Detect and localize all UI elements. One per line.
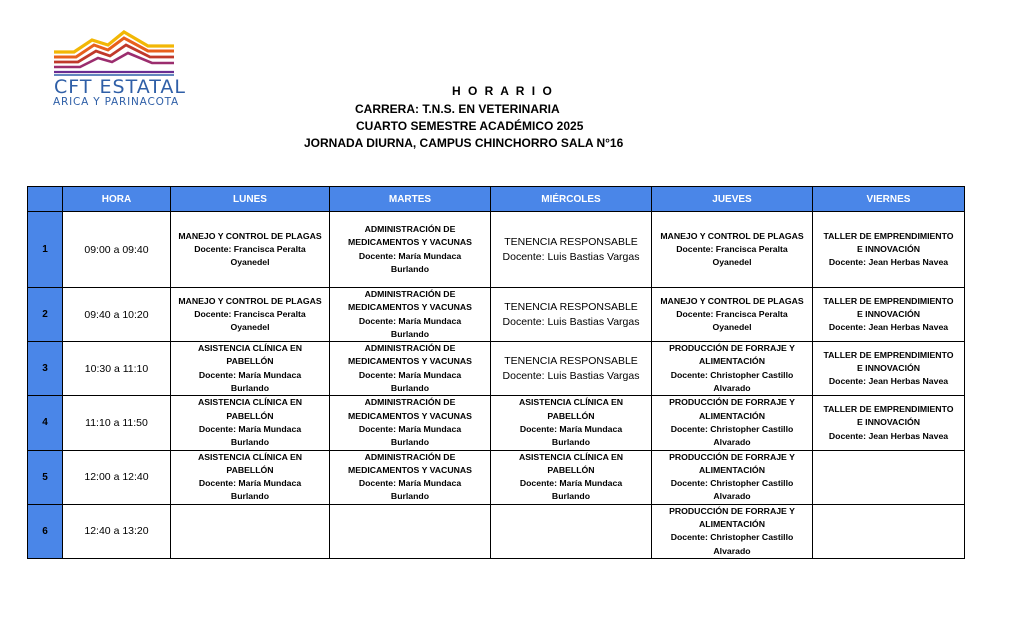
header-career: CARRERA: T.N.S. EN VETERINARIA xyxy=(355,102,560,116)
course-detail: Oyanedel xyxy=(230,257,270,268)
course-name: MANEJO Y CONTROL DE PLAGAS xyxy=(178,230,322,241)
class-cell-lunes xyxy=(171,504,330,558)
course-detail: Docente: Jean Herbas Navea xyxy=(828,376,949,387)
course-name: ASISTENCIA CLÍNICA EN xyxy=(518,451,624,462)
course-detail: ALIMENTACIÓN xyxy=(699,464,765,475)
class-cell-miercoles xyxy=(491,450,652,504)
course-detail: Docente: María Mundaca xyxy=(358,478,462,489)
course-name: ASISTENCIA CLÍNICA EN xyxy=(197,451,303,462)
course-detail: MEDICAMENTOS Y VACUNAS xyxy=(348,464,472,475)
column-header-viernes: VIERNES xyxy=(813,187,965,212)
class-cell-miercoles xyxy=(491,212,652,288)
time-slot: 11:10 a 11:50 xyxy=(63,396,171,450)
course-detail: E INNOVACIÓN xyxy=(856,363,921,374)
course-name: MANEJO Y CONTROL DE PLAGAS xyxy=(660,230,804,241)
course-detail: E INNOVACIÓN xyxy=(856,308,921,319)
table-row xyxy=(28,450,965,504)
column-header-martes: MARTES xyxy=(330,187,491,212)
course-name: MANEJO Y CONTROL DE PLAGAS xyxy=(178,295,322,306)
course-detail: Docente: Christopher Castillo xyxy=(670,423,794,434)
course-detail: Docente: María Mundaca xyxy=(519,478,623,489)
course-detail: Alvarado xyxy=(713,437,751,448)
course-detail: Burlando xyxy=(390,263,430,274)
schedule-table xyxy=(27,186,965,559)
course-detail: PABELLÓN xyxy=(547,464,595,475)
time-slot: 09:40 a 10:20 xyxy=(63,288,171,342)
course-detail: Docente: Jean Herbas Navea xyxy=(828,430,949,441)
class-cell-lunes xyxy=(171,450,330,504)
course-detail: Docente: Christopher Castillo xyxy=(670,532,794,543)
row-number: 4 xyxy=(28,396,63,450)
course-name: ADMINISTRACIÓN DE xyxy=(364,223,456,234)
time-slot: 12:00 a 12:40 xyxy=(63,450,171,504)
class-cell-viernes xyxy=(813,288,965,342)
course-name: PRODUCCIÓN DE FORRAJE Y xyxy=(669,397,795,408)
class-cell-lunes xyxy=(171,288,330,342)
class-cell-martes xyxy=(330,504,491,558)
course-name: PRODUCCIÓN DE FORRAJE Y xyxy=(669,505,795,516)
course-detail: Burlando xyxy=(390,491,430,502)
course-name: TENENCIA RESPONSABLE xyxy=(504,235,638,248)
column-header-number xyxy=(28,187,63,212)
course-detail: ALIMENTACIÓN xyxy=(699,519,765,530)
course-detail: Oyanedel xyxy=(712,322,752,333)
course-detail: Docente: Francisca Peralta xyxy=(194,308,306,319)
course-detail: Oyanedel xyxy=(712,257,752,268)
course-name: TALLER DE EMPRENDIMIENTO xyxy=(823,349,954,360)
course-detail: Docente: Christopher Castillo xyxy=(670,369,794,380)
course-detail: MEDICAMENTOS Y VACUNAS xyxy=(348,356,472,367)
course-detail: Docente: María Mundaca xyxy=(358,315,462,326)
course-detail: E INNOVACIÓN xyxy=(856,417,921,428)
course-detail: Burlando xyxy=(230,491,270,502)
class-cell-lunes xyxy=(171,212,330,288)
course-detail: Docente: Francisca Peralta xyxy=(676,243,788,254)
course-detail: Docente: María Mundaca xyxy=(198,423,302,434)
course-name: ASISTENCIA CLÍNICA EN xyxy=(197,343,303,354)
course-detail: Alvarado xyxy=(713,545,751,556)
course-name: ASISTENCIA CLÍNICA EN xyxy=(197,397,303,408)
course-detail: PABELLÓN xyxy=(226,464,274,475)
class-cell-miercoles xyxy=(491,396,652,450)
course-detail: PABELLÓN xyxy=(547,410,595,421)
class-cell-viernes xyxy=(813,504,965,558)
time-slot: 10:30 a 11:10 xyxy=(63,342,171,396)
course-name: MANEJO Y CONTROL DE PLAGAS xyxy=(660,295,804,306)
class-cell-lunes xyxy=(171,342,330,396)
course-detail: Docente: Luis Bastias Vargas xyxy=(502,315,640,328)
class-cell-viernes xyxy=(813,212,965,288)
table-row xyxy=(28,504,965,558)
class-cell-viernes xyxy=(813,450,965,504)
course-detail: Burlando xyxy=(390,328,430,339)
header-semester: CUARTO SEMESTRE ACADÉMICO 2025 xyxy=(356,119,584,133)
course-detail: ALIMENTACIÓN xyxy=(699,410,765,421)
class-cell-martes xyxy=(330,288,491,342)
class-cell-jueves xyxy=(652,450,813,504)
column-header-jueves: JUEVES xyxy=(652,187,813,212)
course-name: ADMINISTRACIÓN DE xyxy=(364,451,456,462)
course-name: ADMINISTRACIÓN DE xyxy=(364,289,456,299)
course-name: TALLER DE EMPRENDIMIENTO xyxy=(823,295,954,306)
course-detail: PABELLÓN xyxy=(226,356,274,367)
column-header-lunes: LUNES xyxy=(171,187,330,212)
class-cell-jueves xyxy=(652,504,813,558)
logo-subtitle: ARICA Y PARINACOTA xyxy=(53,96,180,108)
course-name: PRODUCCIÓN DE FORRAJE Y xyxy=(669,343,795,354)
course-detail: Burlando xyxy=(230,383,270,394)
course-detail: Alvarado xyxy=(713,491,751,502)
class-cell-miercoles xyxy=(491,342,652,396)
course-name: ADMINISTRACIÓN DE xyxy=(364,343,456,354)
class-cell-martes xyxy=(330,450,491,504)
class-cell-viernes xyxy=(813,396,965,450)
logo-title: CFT ESTATAL xyxy=(54,76,186,98)
course-detail: Docente: María Mundaca xyxy=(358,250,462,261)
row-number: 3 xyxy=(28,342,63,396)
class-cell-jueves xyxy=(652,212,813,288)
course-detail: MEDICAMENTOS Y VACUNAS xyxy=(348,410,472,421)
course-name: TENENCIA RESPONSABLE xyxy=(504,300,638,313)
table-row xyxy=(28,342,965,396)
course-name: PRODUCCIÓN DE FORRAJE Y xyxy=(669,451,795,462)
column-header-hora: HORA xyxy=(63,187,171,212)
class-cell-miercoles xyxy=(491,504,652,558)
course-detail: Oyanedel xyxy=(230,322,270,333)
table-row xyxy=(28,288,965,342)
schedule-body xyxy=(28,212,965,559)
course-detail: Docente: María Mundaca xyxy=(198,478,302,489)
row-number: 1 xyxy=(28,212,63,288)
course-detail: Docente: Luis Bastias Vargas xyxy=(502,369,640,382)
course-detail: ALIMENTACIÓN xyxy=(699,356,765,367)
course-detail: Docente: Christopher Castillo xyxy=(670,478,794,489)
course-detail: Docente: Luis Bastias Vargas xyxy=(502,250,640,263)
table-row xyxy=(28,396,965,450)
course-detail: Docente: Francisca Peralta xyxy=(676,308,788,319)
course-detail: Docente: María Mundaca xyxy=(358,369,462,380)
row-number: 6 xyxy=(28,504,63,558)
table-header-row xyxy=(28,187,965,212)
course-name: TALLER DE EMPRENDIMIENTO xyxy=(823,230,954,241)
class-cell-jueves xyxy=(652,342,813,396)
class-cell-martes xyxy=(330,212,491,288)
course-name: ADMINISTRACIÓN DE xyxy=(364,397,456,408)
time-slot: 09:00 a 09:40 xyxy=(63,212,171,288)
class-cell-martes xyxy=(330,396,491,450)
course-detail: Burlando xyxy=(230,437,270,448)
course-detail: Docente: Jean Herbas Navea xyxy=(828,257,949,268)
mountain-logo-icon xyxy=(52,30,176,76)
course-detail: PABELLÓN xyxy=(226,410,274,421)
course-detail: Burlando xyxy=(390,383,430,394)
class-cell-jueves xyxy=(652,288,813,342)
course-detail: Burlando xyxy=(551,491,591,502)
course-detail: MEDICAMENTOS Y VACUNAS xyxy=(348,302,472,313)
course-detail: Docente: María Mundaca xyxy=(358,423,462,434)
course-detail: Docente: María Mundaca xyxy=(519,423,623,434)
table-row xyxy=(28,212,965,288)
class-cell-viernes xyxy=(813,342,965,396)
course-detail: Docente: Jean Herbas Navea xyxy=(828,322,949,333)
course-name: ASISTENCIA CLÍNICA EN xyxy=(518,397,624,408)
course-detail: Docente: Francisca Peralta xyxy=(194,243,306,254)
course-detail: Burlando xyxy=(551,437,591,448)
course-detail: MEDICAMENTOS Y VACUNAS xyxy=(348,237,472,248)
course-detail: E INNOVACIÓN xyxy=(856,243,921,254)
course-name: TALLER DE EMPRENDIMIENTO xyxy=(823,404,954,415)
class-cell-miercoles xyxy=(491,288,652,342)
header-title: H O R A R I O xyxy=(452,84,554,98)
class-cell-martes xyxy=(330,342,491,396)
class-cell-jueves xyxy=(652,396,813,450)
course-detail: Alvarado xyxy=(713,383,751,394)
time-slot: 12:40 a 13:20 xyxy=(63,504,171,558)
column-header-miercoles: MIÉRCOLES xyxy=(491,187,652,212)
class-cell-lunes xyxy=(171,396,330,450)
course-name: TENENCIA RESPONSABLE xyxy=(504,354,638,367)
row-number: 5 xyxy=(28,450,63,504)
header-schedule-location: JORNADA DIURNA, CAMPUS CHINCHORRO SALA N°16 xyxy=(304,136,624,150)
course-detail: Docente: María Mundaca xyxy=(198,369,302,380)
row-number: 2 xyxy=(28,288,63,342)
cft-logo xyxy=(52,30,186,110)
course-detail: Burlando xyxy=(390,437,430,448)
